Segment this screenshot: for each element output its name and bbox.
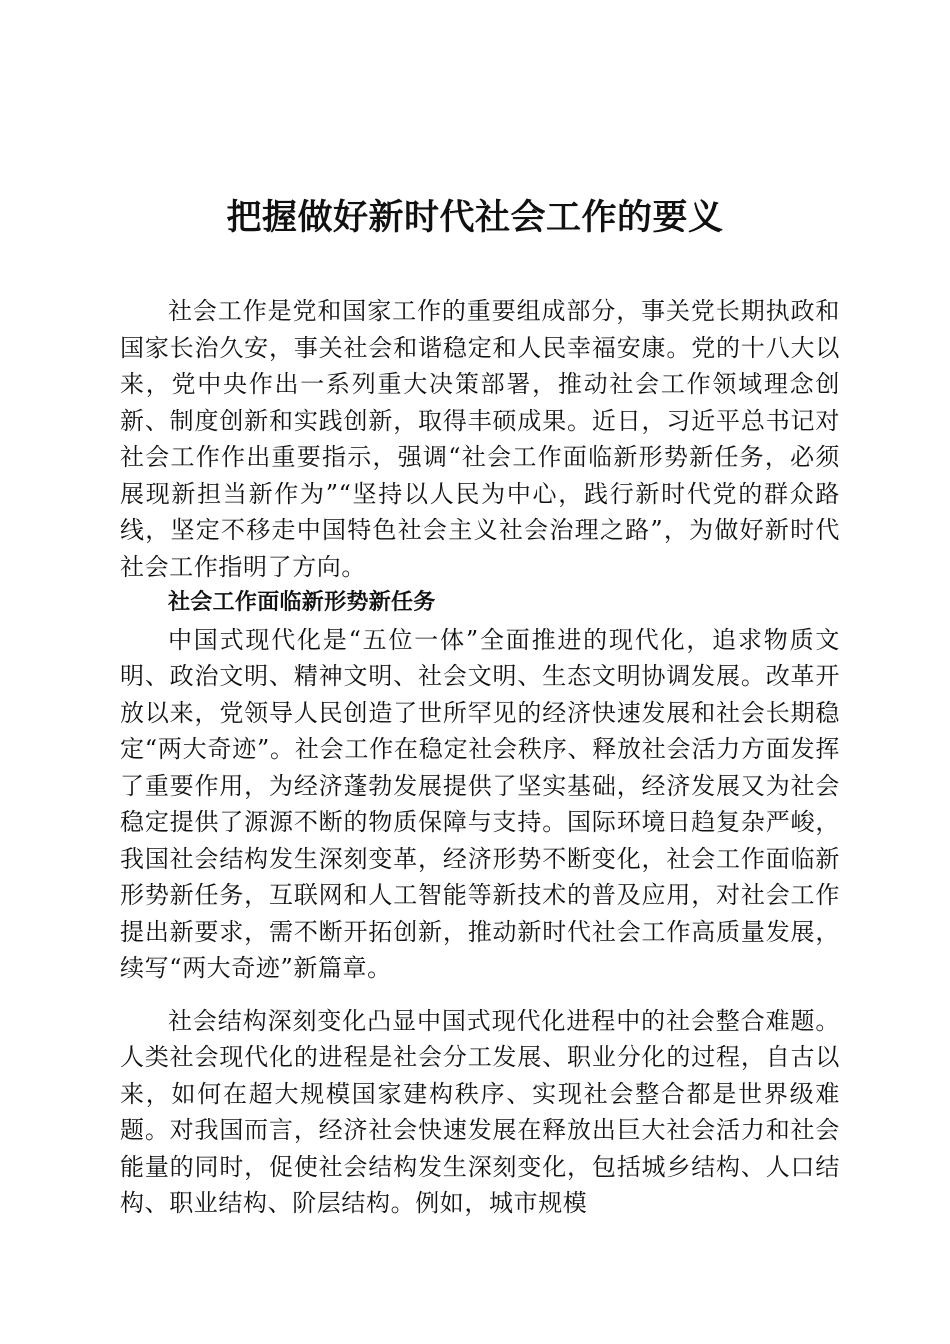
paragraph-intro: 社会工作是党和国家工作的重要组成部分，事关党长期执政和国家长治久安，事关社会和谐稳定和人民幸福安康。党的十八大以来，党中央作出一系列重大决策部署，推动社会工作领域理念创新、制度创新和实践创新，取得丰硕成果。近日，习近平总书记对社会工作作出重要指示，强调“社会工作面临新形势新任务，必须展现新担当新作为”“坚持以人民为中心，践行新时代党的群众路线，坚定不移走中国特色社会主义社会治理之路”，为做好新时代社会工作指明了方向。 [120,297,840,581]
paragraph-social-structure: 社会结构深刻变化凸显中国式现代化进程中的社会整合难题。人类社会现代化的进程是社会分工发展、职业分化的过程，自古以来，如何在超大规模国家建构秩序、实现社会整合都是世界级难题。对我国而言，经济社会快速发展在释放出巨大社会活力和社会能量的同时，促使社会结构发生深刻变化，包括城乡结构、人口结构、职业结构、阶层结构。例如，城市规模 [120,1006,840,1217]
document-body [120,293,840,1222]
section-heading: 社会工作面临新形势新任务 [168,590,436,615]
document-title: 把握做好新时代社会工作的要义 [226,197,724,238]
paragraph-modernization: 中国式现代化是“五位一体”全面推进的现代化，追求物质文明、政治文明、精神文明、社会文明、生态文明协调发展。改革开放以来，党领导人民创造了世所罕见的经济快速发展和社会长期稳定“两大奇迹”。社会工作在稳定社会秩序、释放社会活力方面发挥了重要作用，为经济蓬勃发展提供了坚实基础，经济发展又为社会稳定提供了源源不断的物质保障与支持。国际环境日趋复杂严峻，我国社会结构发生深刻变革，经济形势不断变化，社会工作面临新形势新任务，互联网和人工智能等新技术的普及应用，对社会工作提出新要求，需不断开拓创新，推动新时代社会工作高质量发展，续写“两大奇迹”新篇章。 [120,625,840,982]
